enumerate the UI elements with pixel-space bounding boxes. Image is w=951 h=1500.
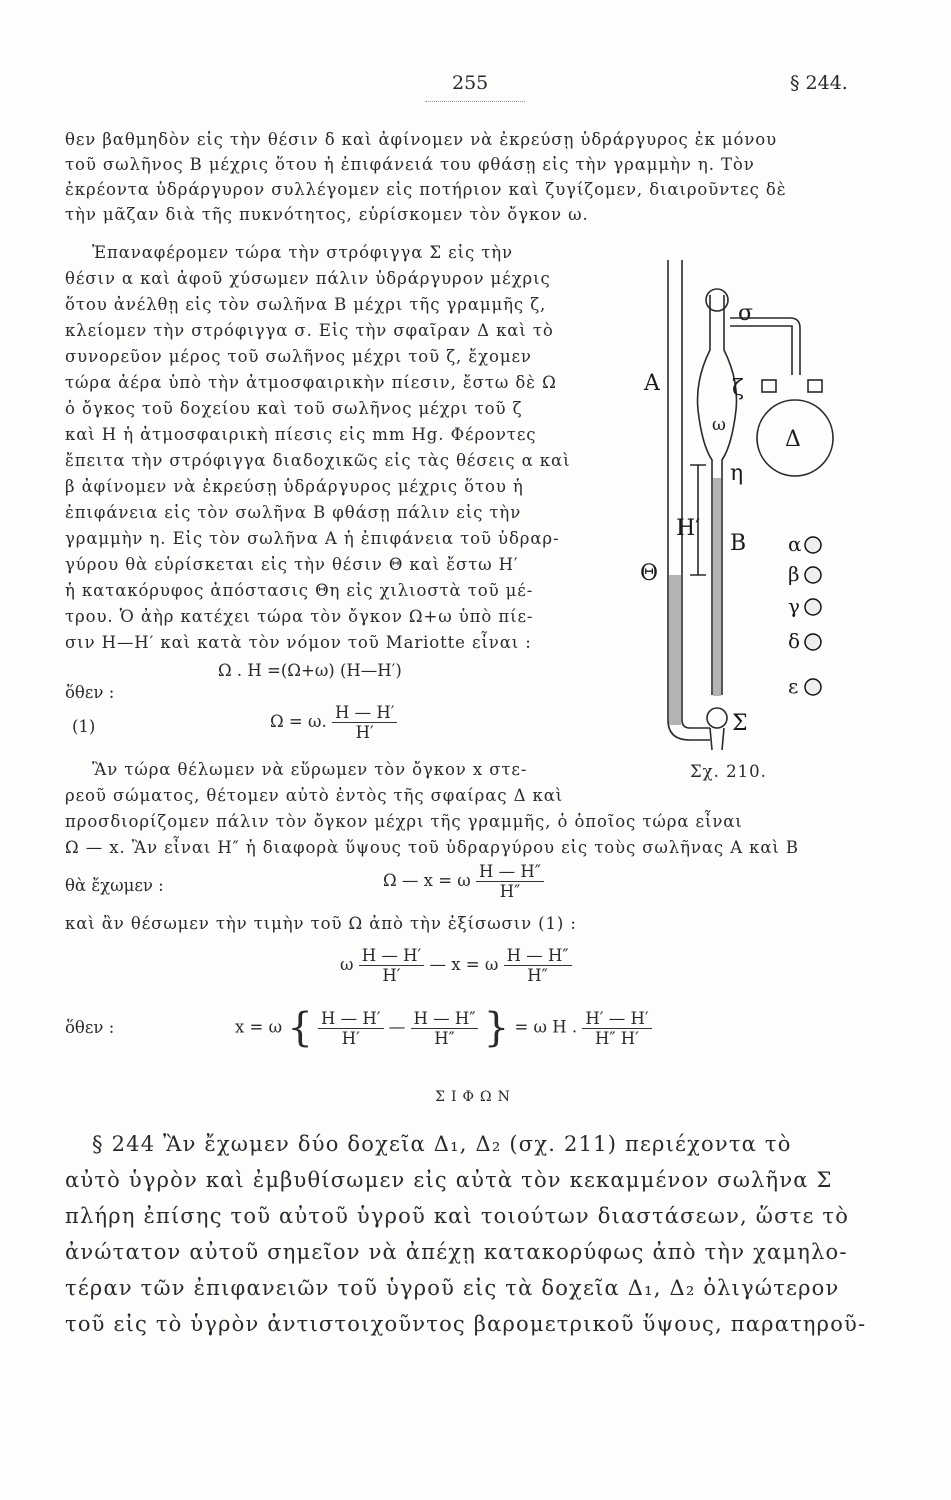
label-delta: Δ	[785, 427, 801, 452]
fraction-denominator: Η″	[434, 1028, 455, 1048]
fraction-numerator: Η — Η′	[359, 946, 425, 966]
header-rule	[425, 101, 525, 102]
text-line: γύρου θὰ εὑρίσκεται εἰς τὴν θέσιν Θ καὶ ἔστω Η′	[65, 555, 519, 574]
text-line: ἡ κατακόρυφος ἀπόστασις Θη εἰς χιλιοστὰ τοῦ μέ-	[65, 581, 534, 600]
equation-2	[235, 1005, 652, 1051]
label-Sigma: Σ	[732, 711, 748, 736]
fraction-numerator: Η — Η″	[504, 946, 572, 966]
equation-4-a: ω	[340, 955, 354, 974]
equation-1	[270, 703, 397, 742]
text-line: σιν Η—Η′ καὶ κατὰ τὸν νόμον τοῦ Mariotte εἶναι :	[65, 633, 532, 652]
text-line: Ω — x. Ἂν εἶναι Η″ ἡ διαφορὰ ὕψους τοῦ ὑδραργύρου εἰς τοὺς σωλῆνας Α καὶ Β	[65, 838, 799, 857]
equation-1-label: (1)	[72, 717, 96, 736]
outlet	[710, 728, 724, 750]
equation-3-lhs: Ω — x = ω	[383, 871, 471, 890]
text-line: πλήρη ἐπίσης τοῦ αὐτοῦ ὑγροῦ καὶ τοιούτων διαστάσεων, ὥστε τὸ	[65, 1204, 850, 1228]
paragraph-4: καὶ ἂν θέσωμεν τὴν τιμὴν τοῦ Ω ἀπὸ τὴν ἐξίσωσιν (1) :	[65, 914, 577, 933]
position-alpha-icon	[805, 537, 821, 553]
equation-4-fraction-1	[359, 946, 425, 985]
text-line: καὶ Η ἡ ἀτμοσφαιρικὴ πίεσις εἰς mm Hg. Φέροντες	[65, 425, 537, 444]
text-line: τέραν τῶν ἐπιφανειῶν τοῦ ὑγροῦ εἰς τὰ δοχεῖα Δ₁, Δ₂ ὀλιγώτερον	[65, 1276, 840, 1300]
position-epsilon-icon	[805, 679, 821, 695]
tube-a-right	[682, 260, 710, 728]
fraction-denominator: Η″	[499, 882, 521, 901]
equation-4	[340, 946, 572, 985]
stopcock-positions	[805, 537, 821, 695]
hothen-label-2: ὅθεν :	[65, 1018, 115, 1037]
label-A: Α	[644, 371, 660, 396]
fraction-numerator: Η — Η″	[476, 862, 544, 882]
right-brace: }	[483, 1005, 510, 1051]
label-theta: Θ	[640, 561, 659, 586]
equation-3	[383, 862, 544, 901]
hothen-label: ὅθεν :	[65, 683, 115, 702]
fraction-numerator: Η — Η′	[318, 1009, 384, 1029]
text-line: ἔπειτα τὴν στρόφιγγα διαδοχικῶς εἰς τὰς θέσεις α καὶ	[65, 451, 571, 470]
fraction-denominator: Η′	[355, 723, 374, 742]
text-line: Ἂν τώρα θέλωμεν νὰ εὕρωμεν τὸν ὄγκον x στε-	[92, 760, 528, 779]
fraction-numerator: Η — Η″	[411, 1009, 479, 1029]
fraction-denominator: Η″ Η′	[595, 1028, 639, 1048]
fraction-numerator: Η — Η′	[332, 703, 398, 723]
equation-2-lhs: x = ω	[235, 1017, 283, 1037]
section-title: ΣΙΦΩΝ	[435, 1089, 516, 1105]
equation-2-fraction-2	[411, 1009, 479, 1048]
equation-3-label: θὰ ἔχωμεν :	[65, 876, 164, 895]
label-eta: η	[730, 461, 744, 486]
equation-2-fraction-1	[318, 1009, 384, 1048]
label-gamma: γ	[788, 594, 800, 618]
fraction-denominator: Η′	[382, 966, 401, 985]
fraction-numerator: Η′ — Η′	[582, 1009, 651, 1029]
label-epsilon: ε	[788, 674, 799, 698]
clamp-left	[762, 380, 776, 392]
clamp-right	[808, 380, 822, 392]
tube-b-left	[698, 295, 713, 695]
label-zeta: ζ	[732, 376, 744, 401]
text-line: κλείομεν τὴν στρόφιγγα σ. Εἰς τὴν σφαῖραν Δ καὶ τὸ	[65, 321, 554, 340]
page-number: 255	[452, 72, 489, 94]
text-line: Ἐπαναφέρομεν τώρα τὴν στρόφιγγα Σ εἰς τὴν	[92, 243, 513, 262]
text-line: ἀνώτατον αὐτοῦ σημεῖον νὰ ἀπέχῃ κατακορύφως ἀπὸ τὴν χαμηλο-	[65, 1240, 848, 1264]
text-line: αὐτὸ ὑγρὸν καὶ ἐμβυθίσωμεν εἰς αὐτὰ τὸν κεκαμμένον σωλῆνα Σ	[65, 1168, 833, 1192]
label-B: Β	[730, 531, 747, 556]
equation-1-lhs: Ω = ω.	[270, 712, 327, 731]
text-line: ὁ ὄγκος τοῦ δοχείου καὶ τοῦ σωλῆνος μέχρι τοῦ ζ	[65, 399, 523, 418]
text-line: τώρα ἀέρα ὑπὸ τὴν ἀτμοσφαιρικὴν πίεσιν, ἔστω δὲ Ω	[65, 373, 557, 392]
fraction-denominator: Η″	[527, 966, 548, 985]
equation-main: Ω . Η =(Ω+ω) (Η—Η′)	[218, 661, 402, 680]
position-beta-icon	[805, 567, 821, 583]
text-line: συνορεῦον μέρος τοῦ σωλῆνος μέχρι τοῦ ζ, ἔχομεν	[65, 347, 532, 366]
fraction-denominator: Η′	[341, 1028, 360, 1048]
text-line: θέσιν α καὶ ἀφοῦ χύσωμεν πάλιν ὑδράργυρον μέχρις	[65, 269, 551, 288]
text-line: προσδιορίζομεν πάλιν τὸν ὄγκον μέχρι τῆς γραμμῆς, ὁ ὁποῖος τώρα εἶναι	[65, 812, 743, 831]
text-line: ἐκρέοντα ὑδράργυρον συλλέγομεν εἰς ποτήριον καὶ ζυγίζομεν, διαιροῦντες δὲ	[65, 180, 787, 199]
equation-2-fraction-3	[582, 1009, 651, 1048]
figure-210	[640, 250, 840, 750]
section-reference: § 244.	[790, 72, 848, 94]
label-sigma-small: σ	[738, 301, 754, 326]
figure-caption: Σχ. 210.	[690, 762, 767, 781]
minus-sign: —	[388, 1017, 411, 1037]
text-line: γραμμὴν η. Εἰς τὸν σωλῆνα Α ἡ ἐπιφάνεια τοῦ ὑδραρ-	[65, 529, 560, 548]
text-line: θεν βαθμηδὸν εἰς τὴν θέσιν δ καὶ ἀφίνομεν νὰ ἐκρεύσῃ ὑδράργυρος ἐκ μόνου	[65, 130, 778, 149]
label-beta: β	[788, 562, 800, 586]
text-line: ρεοῦ σώματος, θέτομεν αὐτὸ ἐντὸς τῆς σφαίρας Δ καὶ	[65, 786, 564, 805]
label-alpha: α	[788, 532, 802, 556]
equation-3-fraction	[476, 862, 544, 901]
text-line: τοῦ σωλῆνος Β μέχρις ὅτου ἡ ἐπιφάνειά του φθάσῃ εἰς τὴν γραμμὴν η. Τὸν	[65, 155, 755, 174]
text-line: ὅτου ἀνέλθῃ εἰς τὸν σωλῆνα Β μέχρι τῆς γραμμῆς ζ,	[65, 295, 547, 314]
text-line: § 244 Ἂν ἔχωμεν δύο δοχεῖα Δ₁, Δ₂ (σχ. 211) περιέχοντα τὸ	[92, 1132, 792, 1156]
position-delta-icon	[805, 634, 821, 650]
mercury-a	[669, 575, 681, 725]
label-H-prime: Η′	[676, 516, 701, 541]
text-line: τὴν μᾶζαν διὰ τῆς πυκνότητος, εὑρίσκομεν τὸν ὄγκον ω.	[65, 205, 589, 224]
stopcock-Sigma	[707, 708, 727, 728]
text-line: β ἀφίνομεν νὰ ἐκρεύσῃ ὑδράργυρος μέχρις ὅτου ἡ	[65, 477, 524, 496]
equation-1-fraction	[332, 703, 398, 742]
equation-4-fraction-2	[504, 946, 572, 985]
position-gamma-icon	[805, 599, 821, 615]
label-omega: ω	[712, 415, 726, 435]
left-brace: {	[287, 1005, 313, 1051]
side-arm-inner	[730, 326, 792, 375]
tube-b-right	[722, 295, 737, 695]
text-line: ἐπιφάνεια εἰς τὸν σωλῆνα Β φθάσῃ πάλιν εἰς τὴν	[65, 503, 522, 522]
label-delta-small: δ	[788, 629, 801, 653]
mercury-b	[713, 478, 721, 696]
equation-4-mid: — x = ω	[429, 955, 499, 974]
equation-2-mid: = ω Η .	[514, 1017, 578, 1037]
text-line: τοῦ εἰς τὸ ὑγρὸν ἀντιστοιχοῦντος βαρομετρικοῦ ὕψους, παρατηροῦ-	[65, 1312, 867, 1336]
text-line: τρου. Ὁ ἀὴρ κατέχει τώρα τὸν ὄγκον Ω+ω ὑπὸ πίε-	[65, 607, 534, 626]
